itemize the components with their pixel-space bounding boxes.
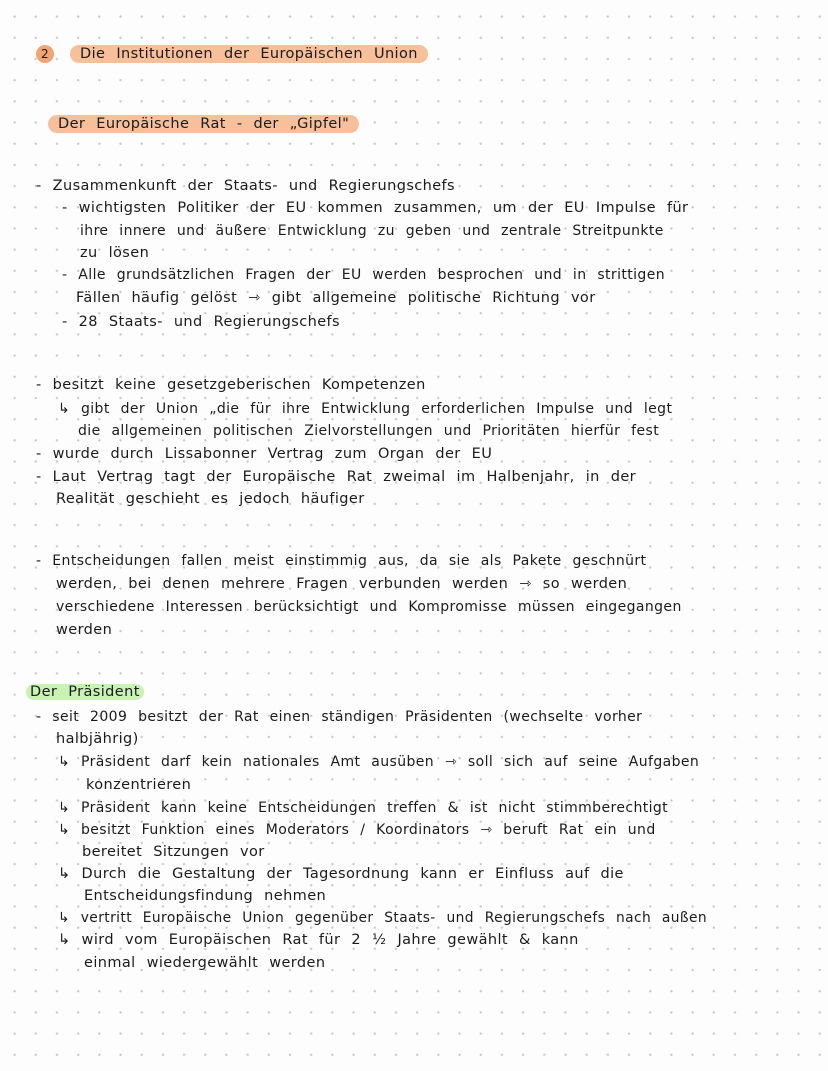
note-line: einmal wiedergewählt werden <box>84 955 326 971</box>
section-title <box>36 44 428 64</box>
note-line: werden, bei denen mehrere Fragen verbunden werden ⇾ so werden <box>56 576 628 592</box>
subtitle <box>48 114 359 134</box>
note-line: ↳ gibt der Union „die für ihre Entwicklung erforderlichen Impulse und legt <box>58 401 673 417</box>
note-line: ihre innere und äußere Entwicklung zu geben und zentrale Streitpunkte <box>80 223 664 239</box>
note-line: ↳ Präsident darf kein nationales Amt ausüben ⇾ soll sich auf seine Aufgaben <box>58 754 700 770</box>
note-line: ↳ besitzt Funktion eines Moderators / Koordinators ⇾ beruft Rat ein und <box>58 822 656 838</box>
note-line: - 28 Staats- und Regierungschefs <box>62 314 340 330</box>
note-line: ↳ Durch die Gestaltung der Tagesordnung kann er Einfluss auf die <box>58 866 624 882</box>
note-line: zu lösen <box>80 245 150 261</box>
note-line: konzentrieren <box>86 777 192 793</box>
note-line: - Entscheidungen fallen meist einstimmig aus, da sie als Pakete geschnürt <box>36 553 647 569</box>
title-text: Die Institutionen der Europäischen Union <box>70 45 428 63</box>
note-line: ↳ vertritt Europäische Union gegenüber Staats- und Regierungschefs nach außen <box>58 910 708 926</box>
note-line: - Zusammenkunft der Staats- und Regierungschefs <box>36 178 456 194</box>
note-line: - besitzt keine gesetzgeberischen Kompetenzen <box>36 377 426 393</box>
note-line: Entscheidungsfindung nehmen <box>84 888 327 904</box>
note-line: - Alle grundsätzlichen Fragen der EU werden besprochen und in strittigen <box>62 267 665 283</box>
note-line: - wurde durch Lissabonner Vertrag zum Organ der EU <box>36 446 493 462</box>
note-line: die allgemeinen politischen Zielvorstellungen und Prioritäten hierfür fest <box>78 423 660 439</box>
note-line: ↳ Präsident kann keine Entscheidungen treffen & ist nicht stimmberechtigt <box>58 800 669 816</box>
note-line: werden <box>56 622 113 638</box>
note-line: ↳ wird vom Europäischen Rat für 2 ½ Jahre gewählt & kann <box>58 932 579 948</box>
note-line: - Laut Vertrag tagt der Europäische Rat zweimal im Halbenjahr, in der <box>36 469 637 485</box>
section-number: 2 <box>36 45 54 63</box>
note-line: halbjährig) <box>56 731 139 747</box>
subtitle-text: Der Europäische Rat - der „Gipfel" <box>48 115 359 133</box>
note-line: Realität geschieht es jedoch häufiger <box>56 491 365 507</box>
note-line: bereitet Sitzungen vor <box>82 844 265 860</box>
president-heading <box>26 682 144 702</box>
note-line: - wichtigsten Politiker der EU kommen zusammen, um der EU Impulse für <box>62 200 689 216</box>
note-line: verschiedene Interessen berücksichtigt und Kompromisse müssen eingegangen <box>56 599 682 615</box>
note-line: - seit 2009 besitzt der Rat einen ständigen Präsidenten (wechselte vorher <box>36 709 643 725</box>
president-heading-text: Der Präsident <box>26 684 144 700</box>
note-line: Fällen häufig gelöst ⇾ gibt allgemeine politische Richtung vor <box>76 290 596 306</box>
